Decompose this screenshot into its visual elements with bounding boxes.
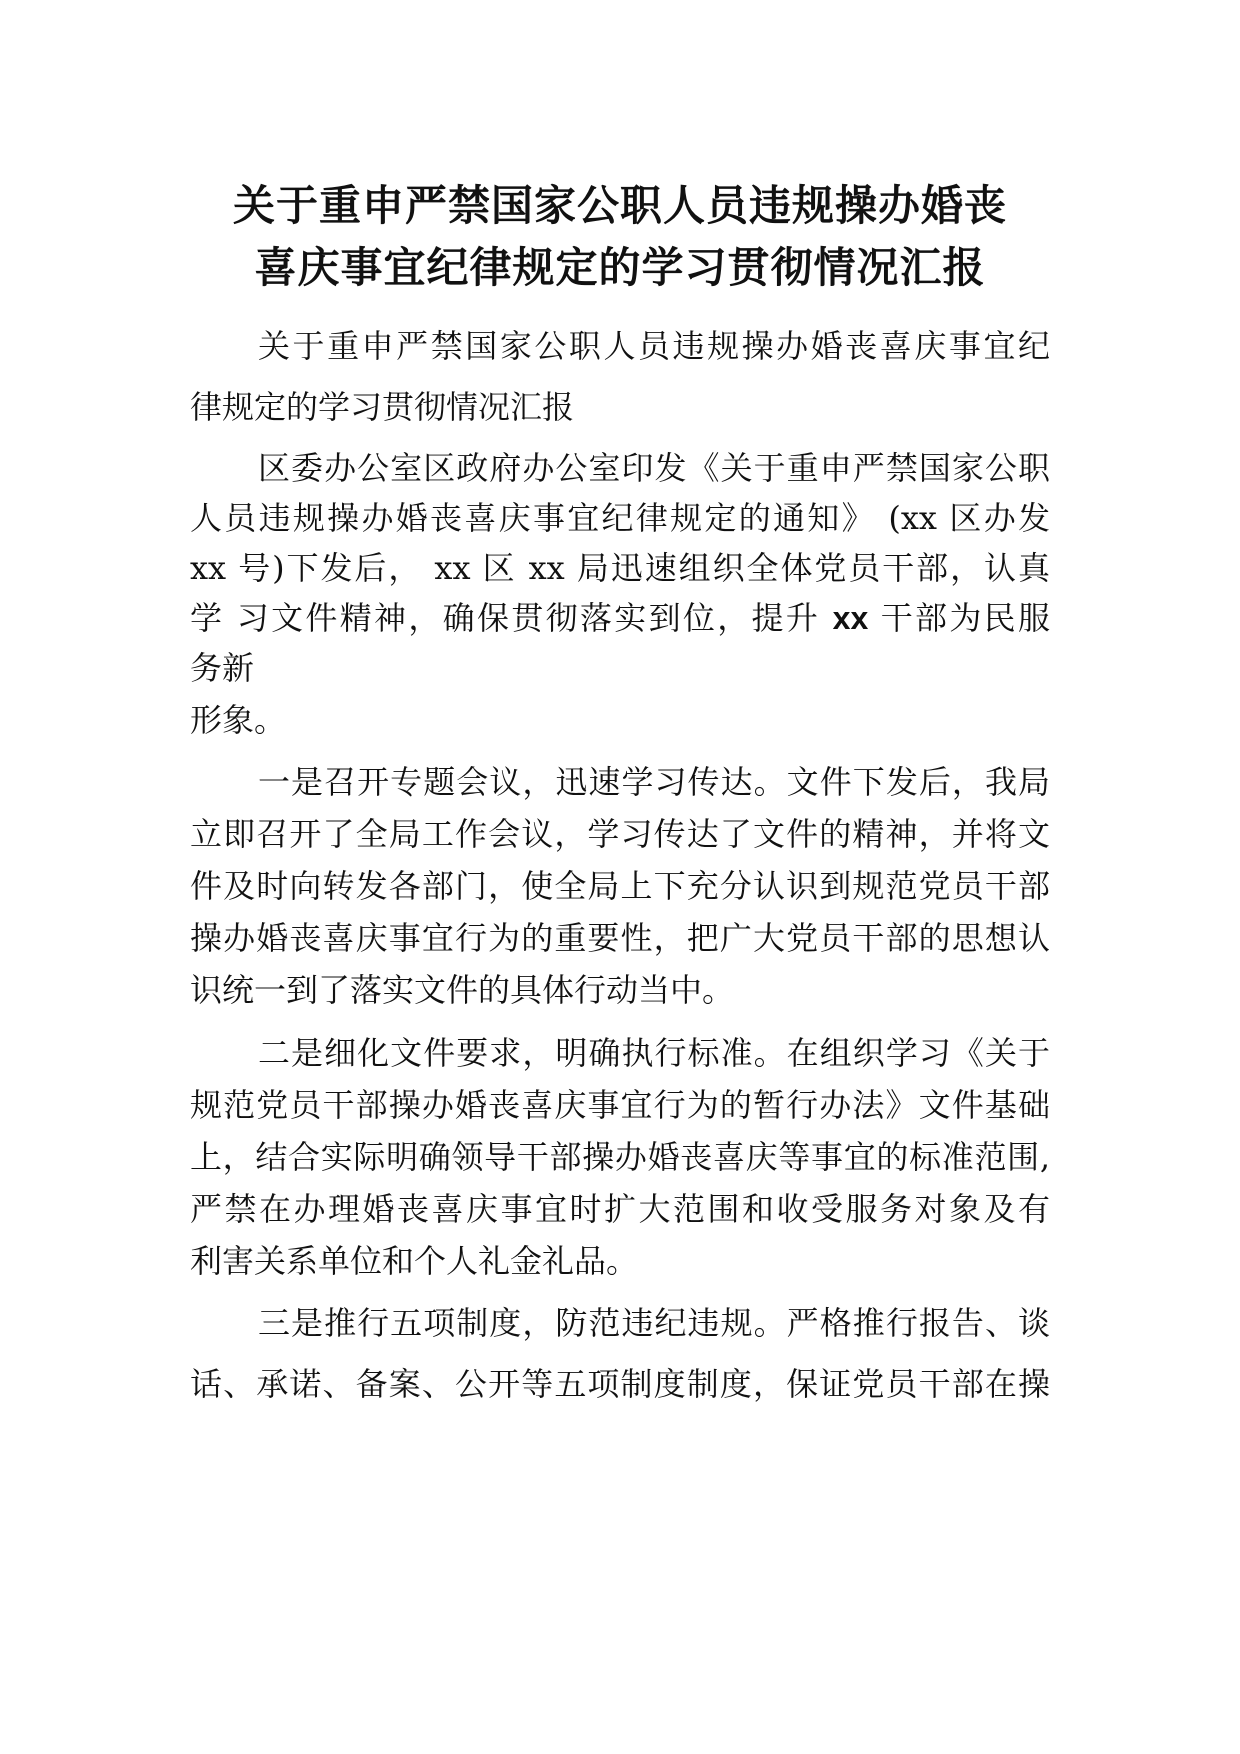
paragraph-line: 操办婚丧喜庆事宜行为的重要性，把广大党员干部的思想认: [190, 919, 1050, 957]
paragraph-line: 三是推行五项制度，防范违纪违规。严格推行报告、谈: [258, 1304, 1050, 1342]
paragraph-line: 二是细化文件要求，明确执行标准。在组织学习《关于: [258, 1034, 1050, 1072]
paragraph-line: 件及时向转发各部门，使全局上下充分认识到规范党员干部: [190, 867, 1050, 905]
paragraph-line-segment: 学 习文件精神，确保贯彻落实到位，提升: [190, 599, 833, 637]
paragraph-line: 务新: [190, 649, 255, 687]
paragraph-line: 形象。: [190, 701, 287, 739]
document-title-line-1: 关于重申严禁国家公职人员违规操办婚丧: [232, 181, 1007, 230]
paragraph-line: 规范党员干部操办婚丧喜庆事宜行为的暂行办法》文件基础: [190, 1086, 1050, 1124]
paragraph-line: xx 号)下发后， xx 区 xx 局迅速组织全体党员干部，认真: [190, 549, 1050, 587]
bold-placeholder-xx: xx: [832, 600, 869, 636]
paragraph-line-segment: 干部为民服: [868, 599, 1050, 637]
paragraph-line: [190, 596, 1050, 640]
paragraph-line: 上，结合实际明确领导干部操办婚丧喜庆等事宜的标准范围,: [190, 1138, 1050, 1176]
paragraph-line: 关于重申严禁国家公职人员违规操办婚丧喜庆事宜纪: [258, 327, 1050, 365]
paragraph-line: 一是召开专题会议，迅速学习传达。文件下发后，我局: [258, 763, 1050, 801]
paragraph-line: 人员违规操办婚丧喜庆事宜纪律规定的通知》 (xx 区办发: [190, 499, 1050, 537]
paragraph-line: 严禁在办理婚丧喜庆事宜时扩大范围和收受服务对象及有: [190, 1190, 1050, 1228]
paragraph-line: 立即召开了全局工作会议，学习传达了文件的精神，并将文: [190, 815, 1050, 853]
paragraph-line: 律规定的学习贯彻情况汇报: [190, 388, 575, 426]
document-title-line-2: 喜庆事宜纪律规定的学习贯彻情况汇报: [254, 243, 986, 292]
paragraph-line: 识统一到了落实文件的具体行动当中。: [190, 971, 735, 1009]
paragraph-line: 区委办公室区政府办公室印发《关于重申严禁国家公职: [258, 449, 1050, 487]
paragraph-line: 利害关系单位和个人礼金礼品。: [190, 1242, 639, 1280]
paragraph-line: 话、承诺、备案、公开等五项制度制度，保证党员干部在操: [190, 1365, 1050, 1403]
